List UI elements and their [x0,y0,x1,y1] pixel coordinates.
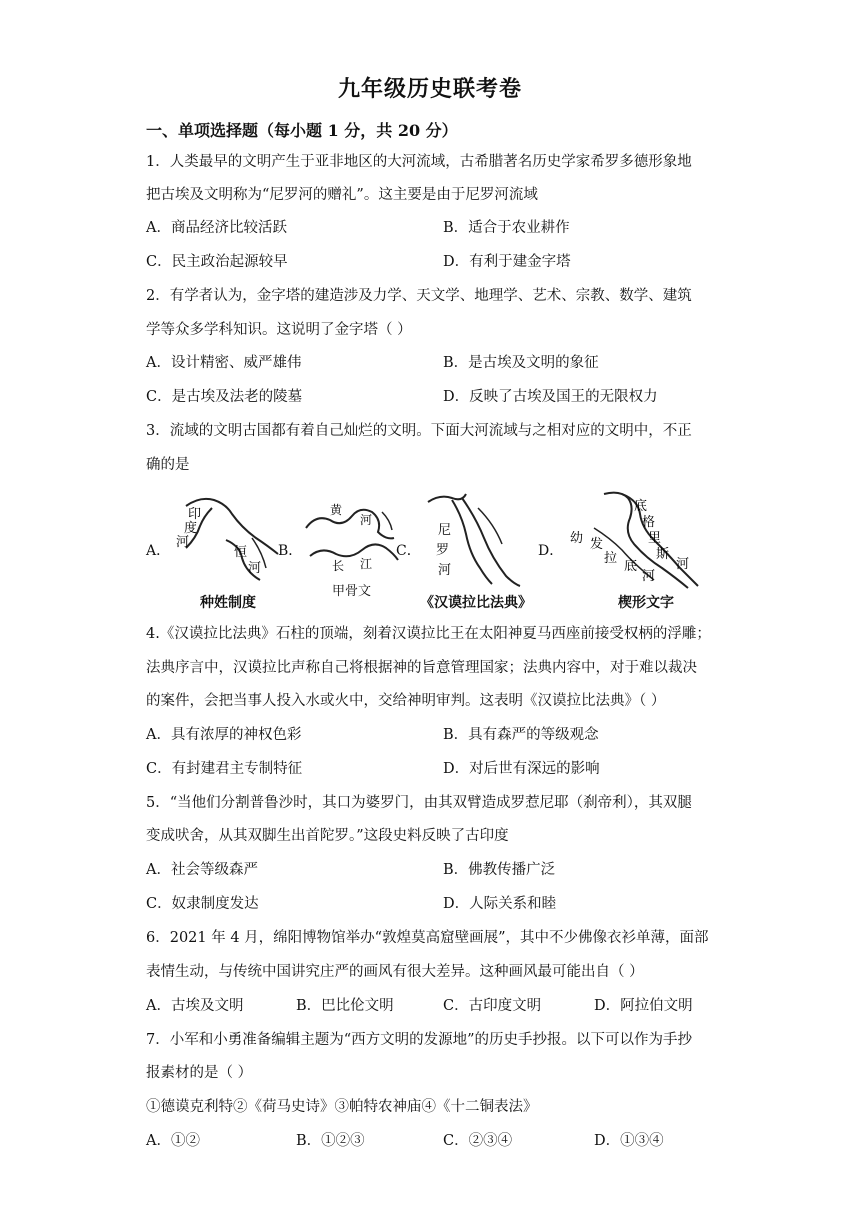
q6-option-d: D．阿拉伯文明 [594,998,693,1014]
map-b-caption: 甲骨文 [332,584,372,599]
map-a-river-4: 恒 [234,545,248,560]
map-d-caption: 楔形文字 [618,595,674,611]
q2-option-a: A．设计精密、威严雄伟 [146,355,302,371]
q4-stem-line-3: 的案件，会把当事人投入水或火中，交给神明审判。这表明《汉谟拉比法典》（ ） [146,693,666,709]
q1-option-c: C．民主政治起源较早 [146,254,288,270]
q2-option-c: C．是古埃及法老的陵墓 [146,389,303,405]
q7-stem-line-2: 报素材的是（ ） [146,1065,253,1081]
q5-option-a: A．社会等级森严 [146,862,258,878]
map-c-letter: C． [396,543,421,559]
map-d-letter: D． [538,543,564,559]
map-a-river-2: 度 [184,521,198,536]
map-d-river-4: 斯 [656,547,670,562]
q2-option-b: B．是古埃及文明的象征 [443,355,599,371]
q7-stem-line-3: ①德谟克利特②《荷马史诗》③帕特农神庙④《十二铜表法》 [146,1099,538,1115]
q5-option-c: C．奴隶制度发达 [146,896,259,912]
map-d-river-9: 底 [624,559,638,574]
map-d-river-2: 格 [642,515,656,530]
q5-option-b: B．佛教传播广泛 [443,862,556,878]
q2-stem-line-1: 2．有学者认为，金字塔的建造涉及力学、天文学、地理学、艺术、宗教、数学、建筑 [146,288,692,304]
q3-stem-line-1: 3．流域的文明古国都有着自己灿烂的文明。下面大河流域与之相对应的文明中，不正 [146,423,692,439]
map-b-river-1: 黄 [330,503,343,517]
map-b-river-4: 江 [360,557,373,571]
map-d-river-3: 里 [648,531,662,546]
q4-option-b: B．具有森严的等级观念 [443,727,599,743]
map-c-river-1: 尼 [438,523,452,538]
map-b-river-2: 河 [360,513,373,527]
q6-option-c: C．古印度文明 [443,998,542,1014]
map-a-river-3: 河 [176,535,190,550]
map-a-river-5: 河 [248,561,262,576]
q1-stem-line-1: 1．人类最早的文明产生于亚非地区的大河流域，古希腊著名历史学家希罗多德形象地 [146,154,692,170]
map-d-river-7: 发 [590,537,604,552]
map-c-caption: 《汉谟拉比法典》 [420,595,532,611]
q1-option-d: D．有利于建金字塔 [443,254,571,270]
q1-stem-line-2: 把古埃及文明称为“尼罗河的赠礼”。这主要是由于尼罗河流域 [146,187,538,203]
section-heading: 一、单项选择题（每小题 1 分，共 20 分） [146,121,458,140]
q4-option-a: A．具有浓厚的神权色彩 [146,727,302,743]
q6-stem-line-2: 表情生动，与传统中国讲究庄严的画风有很大差异。这种画风最可能出自（ ） [146,964,644,980]
q6-option-a: A．古埃及文明 [146,998,244,1014]
map-b-river-3: 长 [332,559,345,573]
river-maps-figure [140,488,720,614]
map-c-river-2: 罗 [436,543,450,558]
map-a-caption: 种姓制度 [200,595,256,611]
map-d-river-5: 河 [676,557,690,572]
map-a-river-1: 印 [188,507,202,522]
map-c-nile [422,488,532,588]
q4-option-c: C．有封建君主专制特征 [146,761,303,777]
map-c-river-3: 河 [438,563,452,578]
q7-option-b: B．①②③ [296,1133,365,1149]
map-d-river-8: 拉 [604,551,618,566]
map-a-letter: A． [146,543,171,559]
q1-option-a: A．商品经济比较活跃 [146,220,287,236]
map-d-mesopotamia [564,488,714,592]
map-d-river-10: 河 [642,569,656,584]
map-b-china [302,498,402,588]
q6-option-b: B．巴比伦文明 [296,998,394,1014]
exam-title: 九年级历史联考卷 [337,76,522,102]
q7-option-d: D．①③④ [594,1133,664,1149]
q6-stem-line-1: 6．2021 年 4 月，绵阳博物馆举办“敦煌莫高窟壁画展”，其中不少佛像衣衫单薄，面部 [146,930,709,946]
q7-option-a: A．①② [146,1133,200,1149]
q5-stem-line-2: 变成吠舍，从其双脚生出首陀罗。”这段史料反映了古印度 [146,828,509,844]
q7-stem-line-1: 7．小军和小勇准备编辑主题为“西方文明的发源地”的历史手抄报。以下可以作为手抄 [146,1032,693,1048]
q5-stem-line-1: 5．“当他们分割普鲁沙时，其口为婆罗门，由其双臂造成罗惹尼耶（刹帝利），其双腿 [146,795,692,811]
q1-option-b: B．适合于农业耕作 [443,220,570,236]
map-d-river-6: 幼 [570,531,584,546]
q2-option-d: D．反映了古埃及国王的无限权力 [443,389,658,405]
q7-option-c: C．②③④ [443,1133,513,1149]
q3-stem-line-2: 确的是 [146,457,190,473]
q4-stem-line-2: 法典序言中，汉谟拉比声称自己将根据神的旨意管理国家；法典内容中，对于难以裁决 [146,660,697,676]
map-a-india [170,488,280,588]
q5-option-d: D．人际关系和睦 [443,896,557,912]
map-b-letter: B． [278,543,303,559]
q4-stem-line-1: 4.《汉谟拉比法典》石柱的顶端，刻着汉谟拉比王在太阳神夏马西座前接受权柄的浮雕； [146,626,711,642]
q2-stem-line-2: 学等众多学科知识。这说明了金字塔（ ） [146,322,412,338]
q4-option-d: D．对后世有深远的影响 [443,761,600,777]
map-d-river-1: 底 [634,499,648,514]
